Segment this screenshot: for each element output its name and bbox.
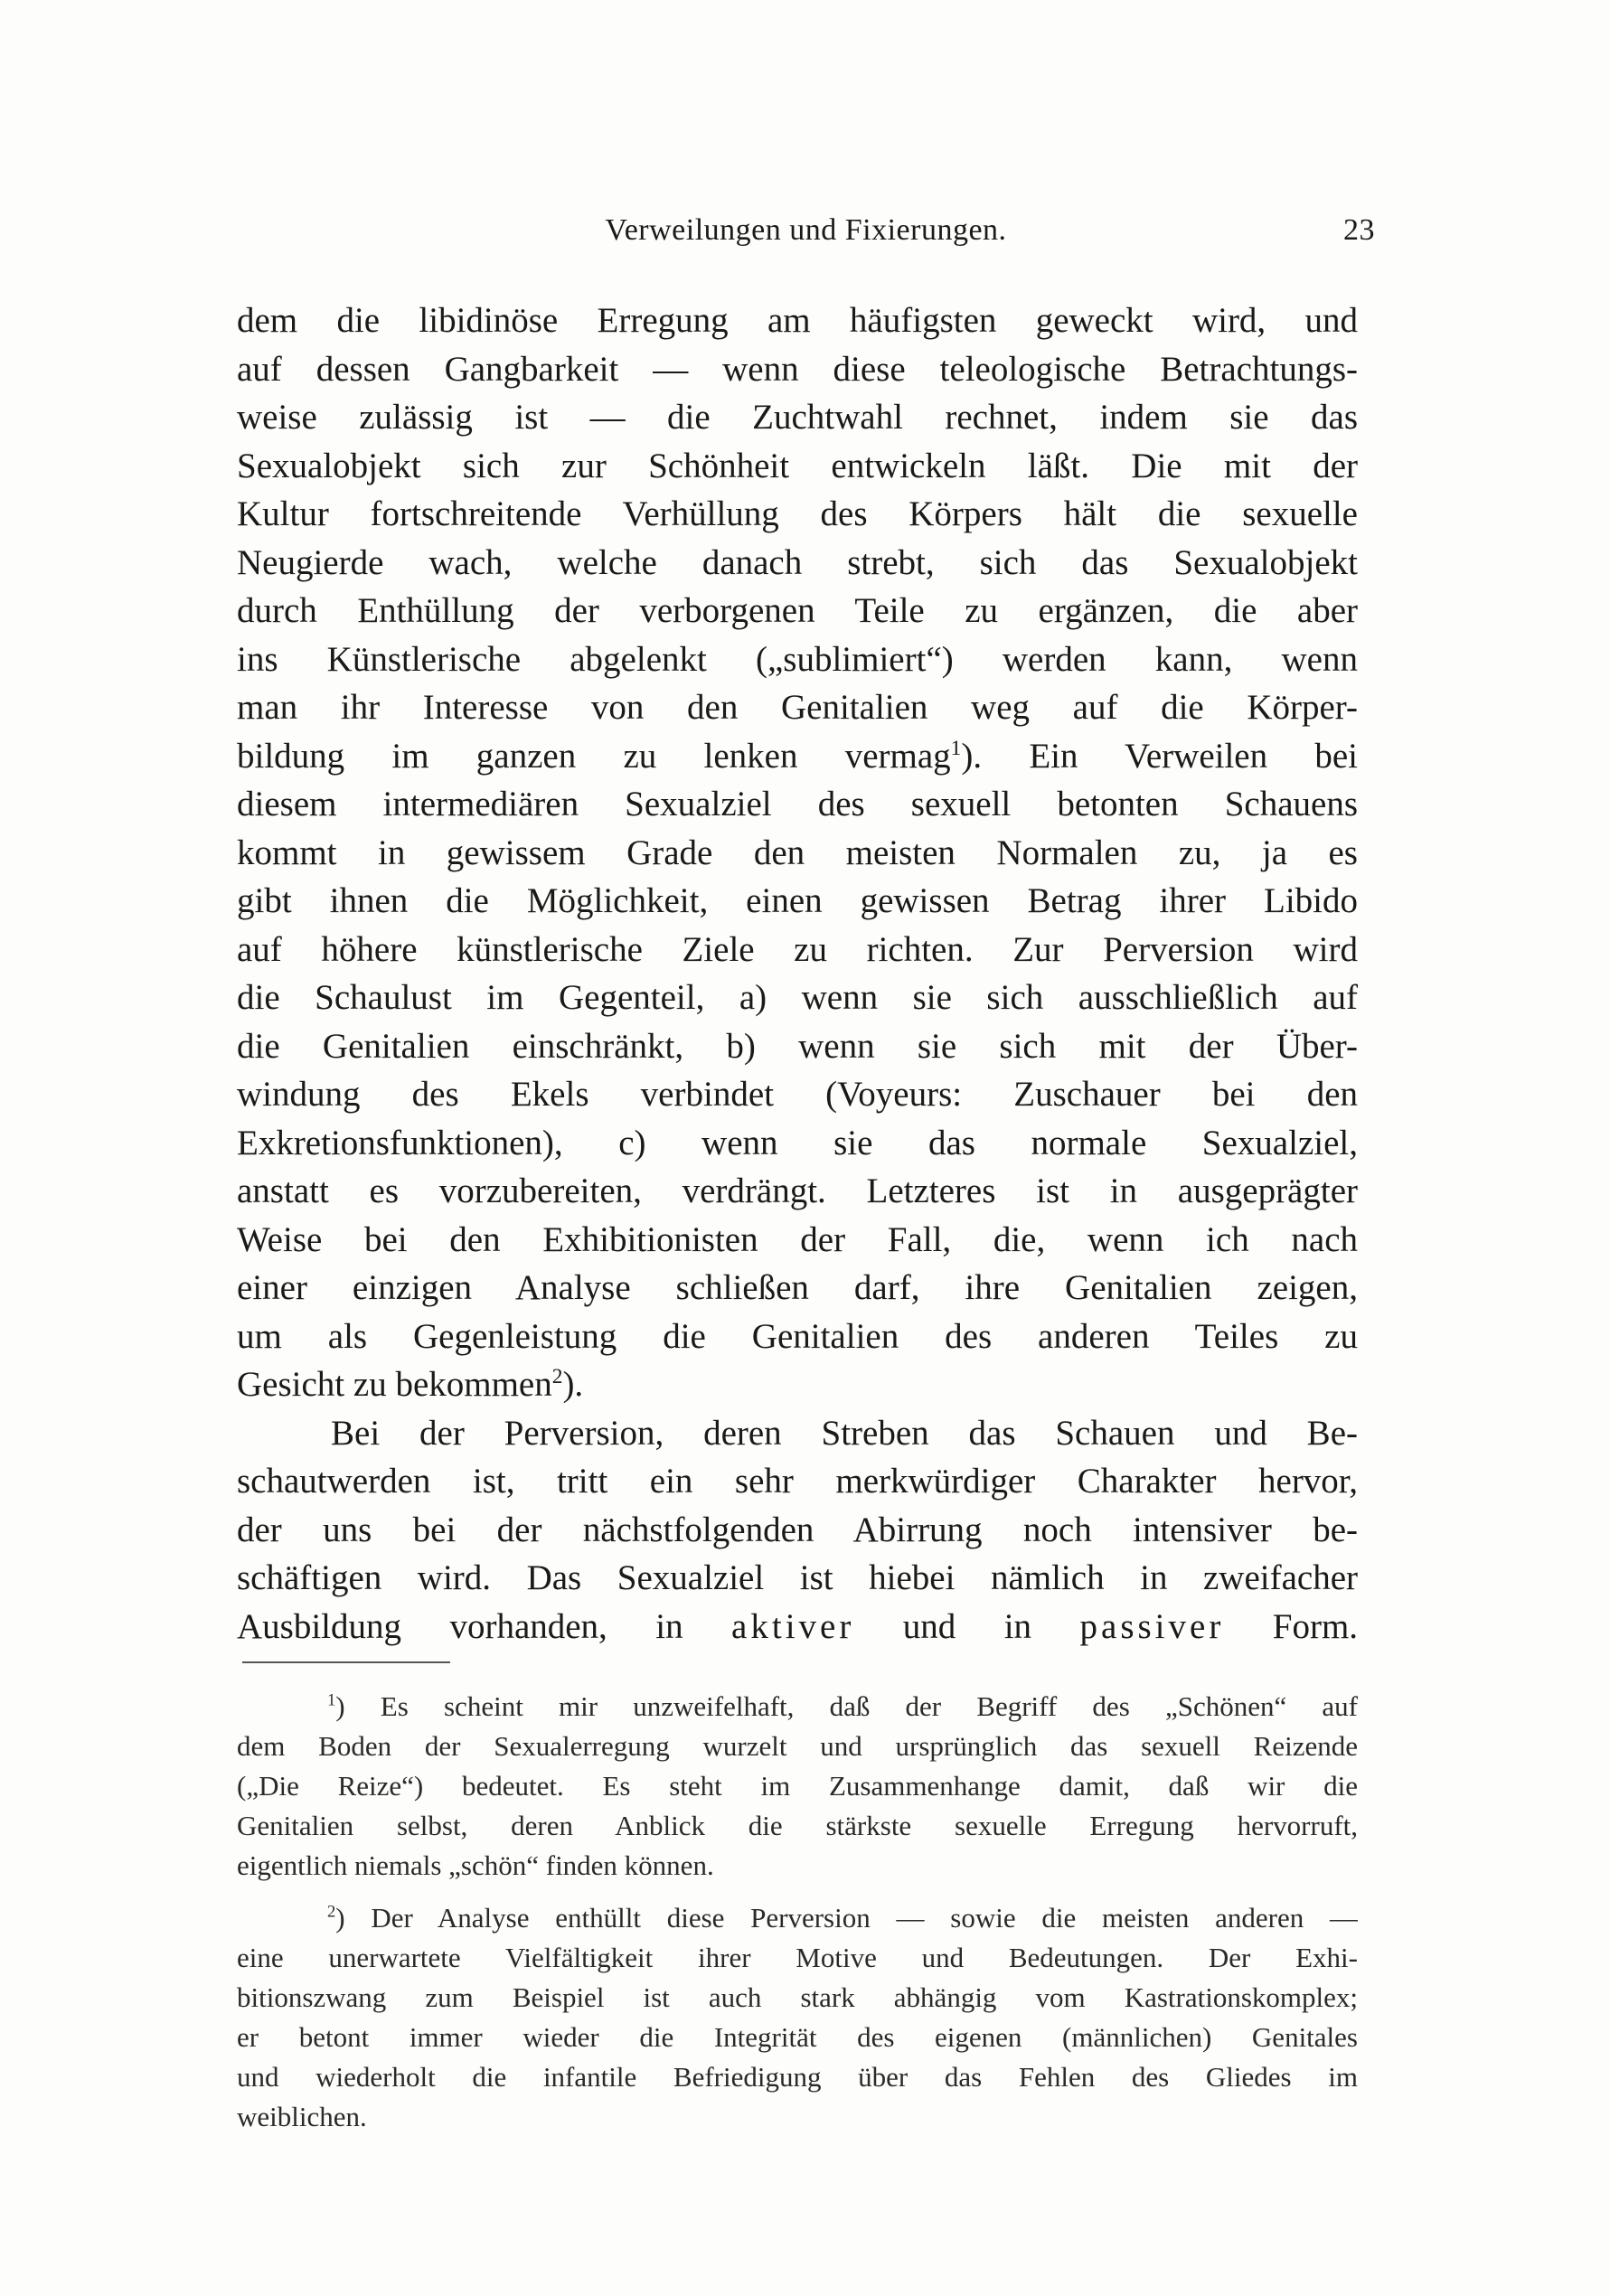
footnote-line: [237, 1898, 1358, 1938]
footnote-ref-1: 1: [950, 736, 962, 760]
emphasis-active: aktiver: [731, 1606, 855, 1646]
running-head: [237, 213, 1375, 253]
text-segment: ).: [562, 1365, 584, 1404]
footnotes: [237, 1687, 1358, 2137]
text-segment: Form.: [1272, 1606, 1358, 1646]
text-line: die Schaulust im Gegenteil, a) wenn sie sich ausschließlich auf: [237, 978, 1358, 1017]
text-line: schautwerden ist, tritt ein sehr merkwürdiger Charakter hervor,: [237, 1462, 1358, 1501]
text-line: Bei der Perversion, deren Streben das Schauen und Be-: [331, 1413, 1358, 1453]
text-line: die Genitalien einschränkt, b) wenn sie sich mit der Über-: [237, 1026, 1358, 1066]
text-line: weise zulässig ist — die Zuchtwahl rechnet, indem sie das: [237, 398, 1358, 437]
text-segment: ) Der Analyse enthüllt diese Perversion — sowie die meisten anderen —: [335, 1902, 1358, 1934]
emphasis-passive: passiver: [1079, 1606, 1225, 1646]
footnote-line: Genitalien selbst, deren Anblick die stärkste sexuelle Erregung hervorruft,: [237, 1810, 1358, 1841]
footnote-ref-2: 2: [551, 1365, 563, 1388]
footnote-line: dem Boden der Sexualerregung wurzelt und ursprünglich das sexuell Reizende: [237, 1730, 1358, 1762]
text-line: auf höhere künstlerische Ziele zu richten. Zur Perversion wird: [237, 929, 1358, 969]
text-line: gibt ihnen die Möglichkeit, einen gewissen Betrag ihrer Libido: [237, 881, 1358, 920]
text-line: [237, 1360, 1358, 1409]
text-line: Exkretionsfunktionen), c) wenn sie das normale Sexualziel,: [237, 1123, 1358, 1162]
page-number: 23: [1343, 213, 1375, 247]
footnote-line: bitionszwang zum Beispiel ist auch stark abhängig vom Kastrationskomplex;: [237, 1981, 1358, 2013]
text-line: einer einzigen Analyse schließen darf, ihre Genitalien zeigen,: [237, 1268, 1358, 1307]
text-segment: und in: [902, 1606, 1032, 1646]
text-line: kommt in gewissem Grade den meisten Normalen zu, ja es: [237, 833, 1358, 872]
text-segment: ). Ein Verweilen bei: [961, 736, 1358, 776]
text-line: [237, 1603, 1358, 1651]
footnote-line: und wiederholt die infantile Befriedigung über das Fehlen des Gliedes im: [237, 2061, 1358, 2093]
text-line: durch Enthüllung der verborgenen Teile zu ergänzen, die aber: [237, 591, 1358, 630]
text-segment: Ausbildung vorhanden, in: [237, 1606, 683, 1646]
footnote-line: weiblichen.: [237, 2101, 367, 2132]
footnote-line: er betont immer wieder die Integrität des eigenen (männlichen) Genitales: [237, 2021, 1358, 2053]
text-line: dem die libidinöse Erregung am häufigsten geweckt wird, und: [237, 301, 1358, 340]
footnote-line: eine unerwartete Vielfältigkeit ihrer Motive und Bedeutungen. Der Exhi-: [237, 1942, 1358, 1973]
text-line: auf dessen Gangbarkeit — wenn diese teleologische Betrachtungs-: [237, 349, 1358, 389]
text-line: schäftigen wird. Das Sexualziel ist hiebei nämlich in zweifacher: [237, 1558, 1358, 1597]
footnote-gap: [237, 1886, 1358, 1898]
text-line: [237, 732, 1358, 781]
text-line: anstatt es vorzubereiten, verdrängt. Letzteres ist in ausgeprägter: [237, 1172, 1358, 1210]
text-line: Sexualobjekt sich zur Schönheit entwickeln läßt. Die mit der: [237, 446, 1358, 485]
footnote-rule: [242, 1661, 450, 1663]
footnote-marker-2: 2: [327, 1902, 336, 1922]
footnote-line: („Die Reize“) bedeutet. Es steht im Zusammenhange damit, daß wir die: [237, 1770, 1358, 1802]
text-segment: bildung im ganzen zu lenken vermag: [237, 736, 951, 776]
text-line: um als Gegenleistung die Genitalien des anderen Teiles zu: [237, 1316, 1358, 1356]
text-line: Weise bei den Exhibitionisten der Fall, die, wenn ich nach: [237, 1219, 1358, 1259]
footnote-marker-1: 1: [327, 1690, 336, 1710]
main-text: [237, 296, 1358, 1651]
text-line: diesem intermediären Sexualziel des sexuell betonten Schauens: [237, 785, 1358, 823]
text-line: Neugierde wach, welche danach strebt, sich das Sexualobjekt: [237, 542, 1358, 582]
footnote-line: eigentlich niemals „schön“ finden können.: [237, 1849, 714, 1881]
text-line: man ihr Interesse von den Genitalien weg auf die Körper-: [237, 688, 1358, 727]
text-line: windung des Ekels verbindet (Voyeurs: Zuschauer bei den: [237, 1075, 1358, 1114]
text-line: Kultur fortschreitende Verhüllung des Körpers hält die sexuelle: [237, 494, 1358, 533]
text-line: der uns bei der nächstfolgenden Abirrung noch intensiver be-: [237, 1510, 1358, 1549]
text-segment: ) Es scheint mir unzweifelhaft, daß der Begriff des „Schönen“ auf: [335, 1690, 1358, 1722]
running-title: Verweilungen und Fixierungen.: [605, 213, 1007, 247]
text-segment: Gesicht zu bekommen: [237, 1365, 552, 1404]
text-line: ins Künstlerische abgelenkt („sublimiert“) werden kann, wenn: [237, 639, 1358, 679]
footnote-line: [237, 1687, 1358, 1727]
